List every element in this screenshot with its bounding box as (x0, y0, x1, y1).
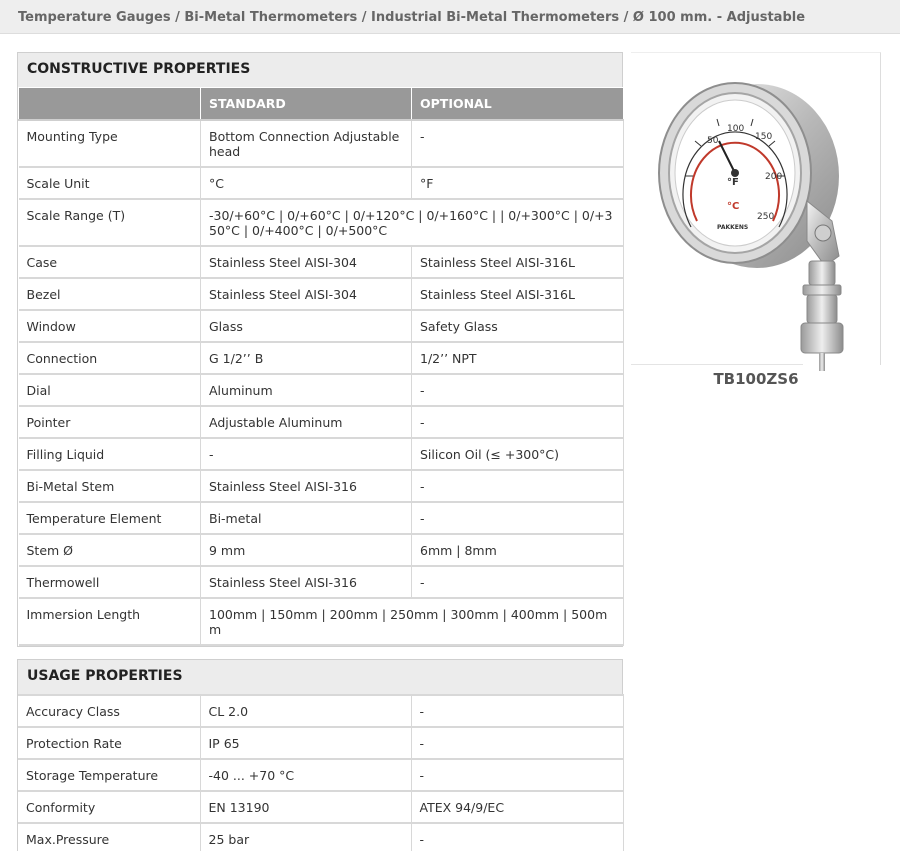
standard-value: Glass (201, 310, 412, 342)
property-name: Pointer (19, 406, 201, 438)
standard-value: Stainless Steel AISI-316 (201, 566, 412, 598)
image-divider (631, 364, 803, 365)
standard-value: °C (201, 167, 412, 199)
optional-value: - (411, 695, 623, 727)
standard-value: Stainless Steel AISI-316 (201, 470, 412, 502)
brand-name: PAKKENS (717, 224, 749, 231)
optional-value: Stainless Steel AISI-316L (412, 278, 624, 310)
usage-properties-panel (17, 659, 623, 851)
property-name: Case (19, 246, 201, 278)
standard-value: Bi-metal (201, 502, 412, 534)
dial-number: 100 (727, 124, 745, 134)
constructive-properties-title: CONSTRUCTIVE PROPERTIES (18, 53, 623, 87)
standard-value: -40 ... +70 °C (200, 759, 411, 791)
table-row (19, 246, 624, 278)
standard-value: 9 mm (201, 534, 412, 566)
table-row (19, 598, 624, 645)
table-row (18, 695, 623, 727)
standard-value: 25 bar (200, 823, 411, 851)
optional-value: - (411, 727, 623, 759)
dial-number: 50 (707, 136, 719, 146)
optional-value: - (412, 502, 624, 534)
property-name: Thermowell (19, 566, 201, 598)
table-row (19, 278, 624, 310)
standard-value: -30/+60°C | 0/+60°C | 0/+120°C | 0/+160°C | | 0/+300°C | 0/+350°C | 0/+400°C | 0/+500°C (201, 199, 624, 246)
table-row (19, 120, 624, 167)
optional-value: Silicon Oil (≤ +300°C) (412, 438, 624, 470)
optional-value: °F (412, 167, 624, 199)
table-header-row (19, 88, 624, 120)
dial-number: 250 (757, 212, 775, 222)
table-row (19, 534, 624, 566)
property-name: Filling Liquid (19, 438, 201, 470)
bimetal-thermometer-icon[interactable] (657, 81, 862, 371)
optional-value: 1/2’’ NPT (412, 342, 624, 374)
optional-value: - (412, 406, 624, 438)
optional-value: 6mm | 8mm (412, 534, 624, 566)
table-row (18, 823, 623, 851)
optional-value: - (411, 823, 623, 851)
optional-value: - (411, 759, 623, 791)
product-code: TB100ZS6 (713, 370, 799, 388)
standard-value: Adjustable Aluminum (201, 406, 412, 438)
table-row (19, 374, 624, 406)
constructive-properties-table (18, 87, 624, 646)
constructive-properties-panel (17, 52, 623, 647)
product-image-frame (631, 52, 881, 365)
table-row (19, 310, 624, 342)
optional-value: Safety Glass (412, 310, 624, 342)
property-name: Immersion Length (19, 598, 201, 645)
usage-properties-title: USAGE PROPERTIES (18, 660, 623, 694)
standard-value: EN 13190 (200, 791, 411, 823)
breadcrumb (0, 0, 900, 34)
dial-number: 150 (755, 132, 773, 142)
table-row (19, 438, 624, 470)
unit-celsius: °C (727, 201, 740, 212)
unit-fahrenheit: °F (727, 177, 739, 188)
optional-value: Stainless Steel AISI-316L (412, 246, 624, 278)
optional-value: - (412, 566, 624, 598)
breadcrumb-text: Temperature Gauges / Bi-Metal Thermometers / Industrial Bi-Metal Thermometers / Ø 100 mm. - Adjustable (18, 10, 806, 25)
property-name: Connection (19, 342, 201, 374)
table-row (19, 342, 624, 374)
property-name: Scale Range (T) (19, 199, 201, 246)
optional-value: - (412, 374, 624, 406)
table-row (19, 199, 624, 246)
property-name: Bi-Metal Stem (19, 470, 201, 502)
property-name: Conformity (18, 791, 200, 823)
table-row (19, 566, 624, 598)
standard-value: CL 2.0 (200, 695, 411, 727)
standard-value: 100mm | 150mm | 200mm | 250mm | 300mm | 400mm | 500mm (201, 598, 624, 645)
property-name: Scale Unit (19, 167, 201, 199)
property-name: Max.Pressure (18, 823, 200, 851)
standard-value: Bottom Connection Adjustable head (201, 120, 412, 167)
usage-properties-table (18, 694, 624, 851)
table-row (19, 167, 624, 199)
table-row (18, 759, 623, 791)
header-property (19, 88, 201, 120)
property-name: Temperature Element (19, 502, 201, 534)
property-name: Protection Rate (18, 727, 200, 759)
standard-value: Aluminum (201, 374, 412, 406)
dial-number: 200 (765, 172, 783, 182)
optional-value: ATEX 94/9/EC (411, 791, 623, 823)
property-name: Window (19, 310, 201, 342)
optional-value: - (412, 470, 624, 502)
property-name: Mounting Type (19, 120, 201, 167)
table-row (19, 502, 624, 534)
standard-value: IP 65 (200, 727, 411, 759)
header-standard: STANDARD (201, 88, 412, 120)
table-row (18, 727, 623, 759)
property-name: Accuracy Class (18, 695, 200, 727)
standard-value: Stainless Steel AISI-304 (201, 278, 412, 310)
property-name: Dial (19, 374, 201, 406)
table-row (19, 406, 624, 438)
standard-value: Stainless Steel AISI-304 (201, 246, 412, 278)
property-name: Storage Temperature (18, 759, 200, 791)
header-optional: OPTIONAL (412, 88, 624, 120)
property-name: Bezel (19, 278, 201, 310)
property-name: Stem Ø (19, 534, 201, 566)
optional-value: - (412, 120, 624, 167)
standard-value: - (201, 438, 412, 470)
table-row (18, 791, 623, 823)
standard-value: G 1/2’’ B (201, 342, 412, 374)
table-row (19, 470, 624, 502)
